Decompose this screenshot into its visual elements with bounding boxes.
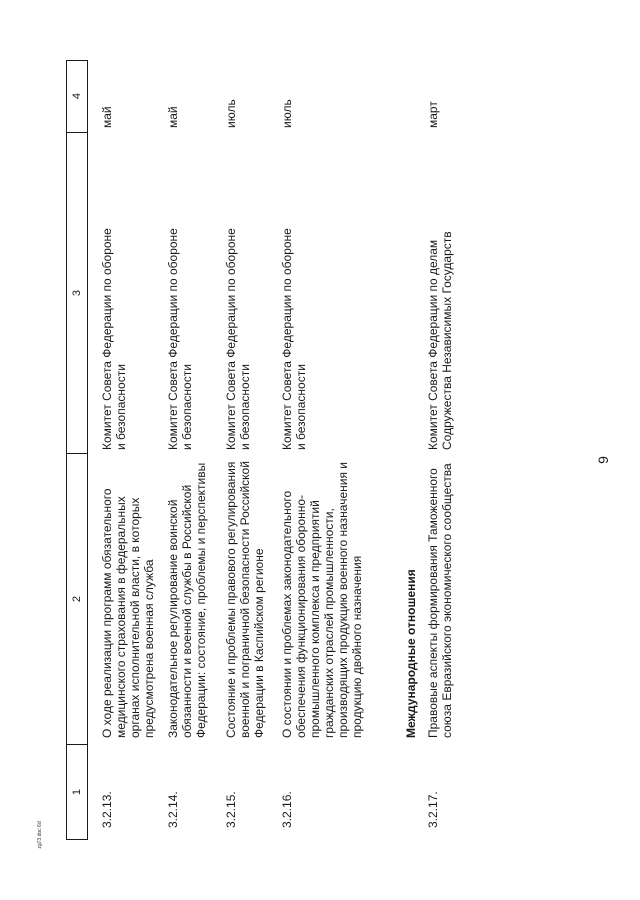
row-responsible: Комитет Совета Федерации по обороне и безопасности bbox=[100, 228, 128, 450]
header-divider bbox=[67, 132, 87, 133]
header-divider bbox=[67, 744, 87, 745]
header-divider bbox=[67, 453, 87, 454]
section-heading: Международные отношения bbox=[404, 569, 418, 738]
header-col-3: 3 bbox=[71, 289, 83, 297]
row-title: Законодательное регулирование воинской обязанности и военной службы в Российской Федерации: состояние, проблемы и перспективы bbox=[166, 462, 208, 738]
row-month: март bbox=[426, 101, 440, 128]
row-title: Состояние и проблемы правового регулирования военной и пограничной безопасности Российской Федерации в Каспийском регионе bbox=[224, 461, 266, 738]
row-responsible: Комитет Совета Федерации по обороне и безопасности bbox=[224, 228, 252, 450]
row-month: май bbox=[100, 106, 114, 128]
row-month: июль bbox=[280, 99, 294, 128]
row-title: Правовые аспекты формирования Таможенного союза Евразийского экономического сообщества bbox=[426, 463, 454, 738]
row-title: О состоянии и проблемах законодательного обеспечения функционирования оборонно-промышленного комплекса и предприятий гражданских отраслей промышленности, производящих продукцию военного назначения и продукцию двойного назначения bbox=[280, 462, 364, 738]
row-month: июль bbox=[224, 99, 238, 128]
row-number: 3.2.13. bbox=[100, 791, 114, 828]
header-row bbox=[66, 60, 88, 840]
row-title: О ходе реализации программ обязательного медицинского страхования в федеральных органах исполнительной власти, в которых предусмотрена военная служба bbox=[100, 488, 156, 738]
row-month: май bbox=[166, 106, 180, 128]
row-responsible: Комитет Совета Федерации по делам Содружества Независимых Государств bbox=[426, 231, 454, 450]
footer-note: zg73.doc 6d bbox=[37, 821, 43, 849]
header-col-2: 2 bbox=[71, 595, 83, 603]
row-responsible: Комитет Совета Федерации по обороне и безопасности bbox=[280, 228, 308, 450]
plan-table bbox=[66, 60, 614, 840]
row-responsible: Комитет Совета Федерации по обороне и безопасности bbox=[166, 228, 194, 450]
header-col-1: 1 bbox=[71, 788, 83, 796]
row-number: 3.2.16. bbox=[280, 791, 294, 828]
page-number: 9 bbox=[595, 456, 611, 464]
row-number: 3.2.15. bbox=[224, 791, 238, 828]
header-col-4: 4 bbox=[71, 92, 83, 100]
row-number: 3.2.14. bbox=[166, 791, 180, 828]
row-number: 3.2.17. bbox=[426, 791, 440, 828]
